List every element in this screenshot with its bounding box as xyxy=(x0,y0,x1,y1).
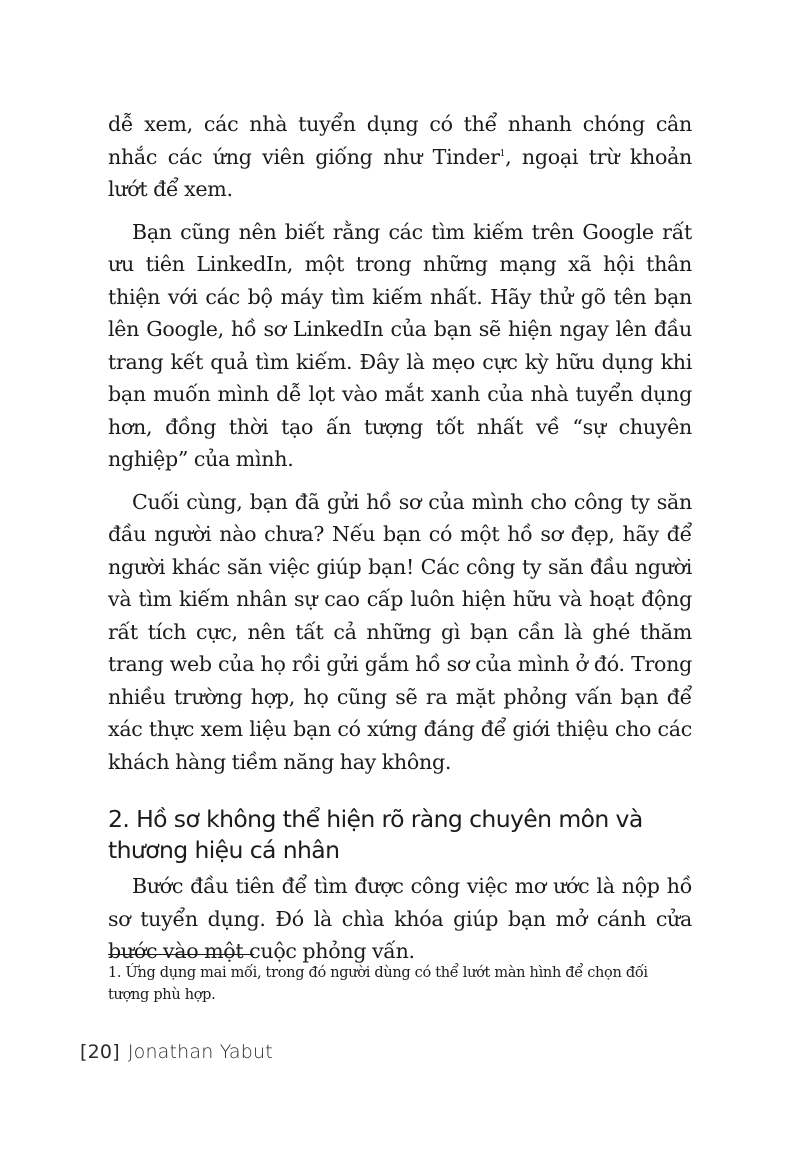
paragraph-1-text-end: , ngoại trừ khoản lướt để xem. xyxy=(108,144,693,201)
footnote-reference[interactable]: 1 xyxy=(499,148,506,159)
section-heading: 2. Hồ sơ không thể hiện rõ ràng chuyên môn và thương hiệu cá nhân xyxy=(108,805,643,864)
footnote-divider xyxy=(108,954,254,955)
page-body xyxy=(108,108,692,978)
page-number: [20] xyxy=(80,1041,120,1063)
footnote: 1. Ứng dụng mai mối, trong đó người dùng có thể lướt màn hình để chọn đối tượng phù hợp. xyxy=(108,965,648,1003)
paragraph-3: Cuối cùng, bạn đã gửi hồ sơ của mình cho công ty săn đầu người nào chưa? Nếu bạn có một hồ sơ đẹp, hãy để người khác săn việc giúp bạn! Các công ty săn đầu người và tìm kiếm nhân sự cao cấp luôn hiện hữu và hoạt động rất tích cực, nên tất cả những gì bạn cần là ghé thăm trang web của họ rồi gửi gắm hồ sơ của mình ở đó. Trong nhiều trường hợp, họ cũng sẽ ra mặt phỏng vấn bạn để xác thực xem liệu bạn có xứng đáng để giới thiệu cho các khách hàng tiềm năng hay không. xyxy=(108,489,692,774)
paragraph-1-text-start: dễ xem, các nhà tuyển dụng có thể nhanh chóng cân nhắc các ứng viên giống như Tinder xyxy=(108,112,692,169)
paragraph-1 xyxy=(108,108,692,206)
page-footer xyxy=(80,1040,273,1064)
running-author: Jonathan Yabut xyxy=(127,1041,273,1063)
paragraph-4: Bước đầu tiên để tìm được công việc mơ ước là nộp hồ sơ tuyển dụng. Đó là chìa khóa giúp bạn mở cánh cửa bước vào một cuộc phỏng vấn. xyxy=(108,874,692,963)
paragraph-2: Bạn cũng nên biết rằng các tìm kiếm trên Google rất ưu tiên LinkedIn, một trong những mạng xã hội thân thiện với các bộ máy tìm kiếm nhất. Hãy thử gõ tên bạn lên Google, hồ sơ LinkedIn của bạn sẽ hiện ngay lên đầu trang kết quả tìm kiếm. Đây là mẹo cực kỳ hữu dụng khi bạn muốn mình dễ lọt vào mắt xanh của nhà tuyển dụng hơn, đồng thời tạo ấn tượng tốt nhất về “sự chuyên nghiệp” của mình. xyxy=(108,219,692,471)
